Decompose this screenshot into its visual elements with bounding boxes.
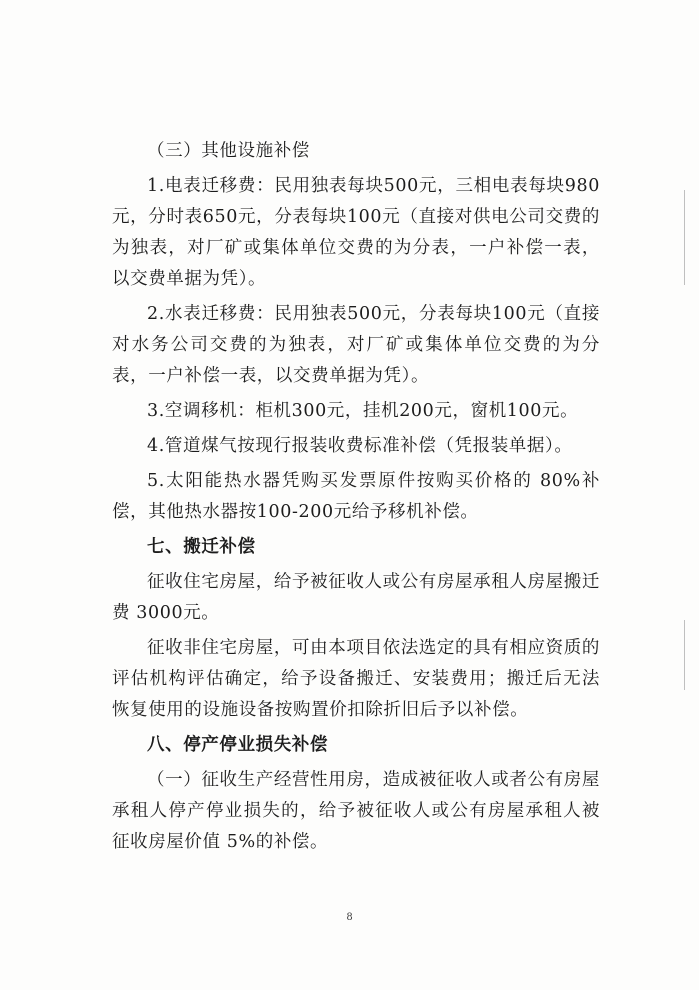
page-number: 8 [346,912,353,923]
paragraph-non-residential-relocation: 征收非住宅房屋，可由本项目依法选定的具有相应资质的评估机构评估确定，给予设备搬迁、安装费用；搬迁后无法恢复使用的设施设备按购置价扣除折旧后予以补偿。 [112,638,600,720]
heading-relocation-compensation: 七、搬迁补偿 [147,537,256,557]
paragraph-water-meter: 2.水表迁移费：民用独表500元，分表每块100元（直接对水务公司交费的为独表，对厂矿或集体单位交费的为分表，一户补偿一表，以交费单据为凭）。 [112,304,600,386]
subheading-other-facilities: （三）其他设施补偿 [147,141,310,161]
paragraph-business-loss: （一）征收生产经营性用房，造成被征收人或者公有房屋承租人停产停业损失的，给予被征收人或公有房屋承租人被征收房屋价值 5%的补偿。 [112,770,600,852]
document-body [112,136,600,862]
paragraph-electric-meter: 1.电表迁移费：民用独表每块500元，三相电表每块980元，分时表650元，分表每块100元（直接对供电公司交费的为独表，对厂矿或集体单位交费的为分表，一户补偿一表，以交费单据为凭）。 [112,176,600,289]
paragraph-air-conditioner: 3.空调移机：柜机300元，挂机200元，窗机100元。 [147,401,579,421]
scan-edge-mark [684,190,685,285]
paragraph-gas-pipeline: 4.管道煤气按现行报装收费标准补偿（凭报装单据）。 [147,436,573,456]
heading-business-loss-compensation: 八、停产停业损失补偿 [147,735,328,755]
paragraph-residential-relocation: 征收住宅房屋，给予被征收人或公有房屋承租人房屋搬迁费 3000元。 [112,572,600,623]
paragraph-water-heater: 5.太阳能热水器凭购买发票原件按购买价格的 80%补偿，其他热水器按100-200元给予移机补偿。 [112,471,600,522]
scan-edge-mark [684,620,685,690]
